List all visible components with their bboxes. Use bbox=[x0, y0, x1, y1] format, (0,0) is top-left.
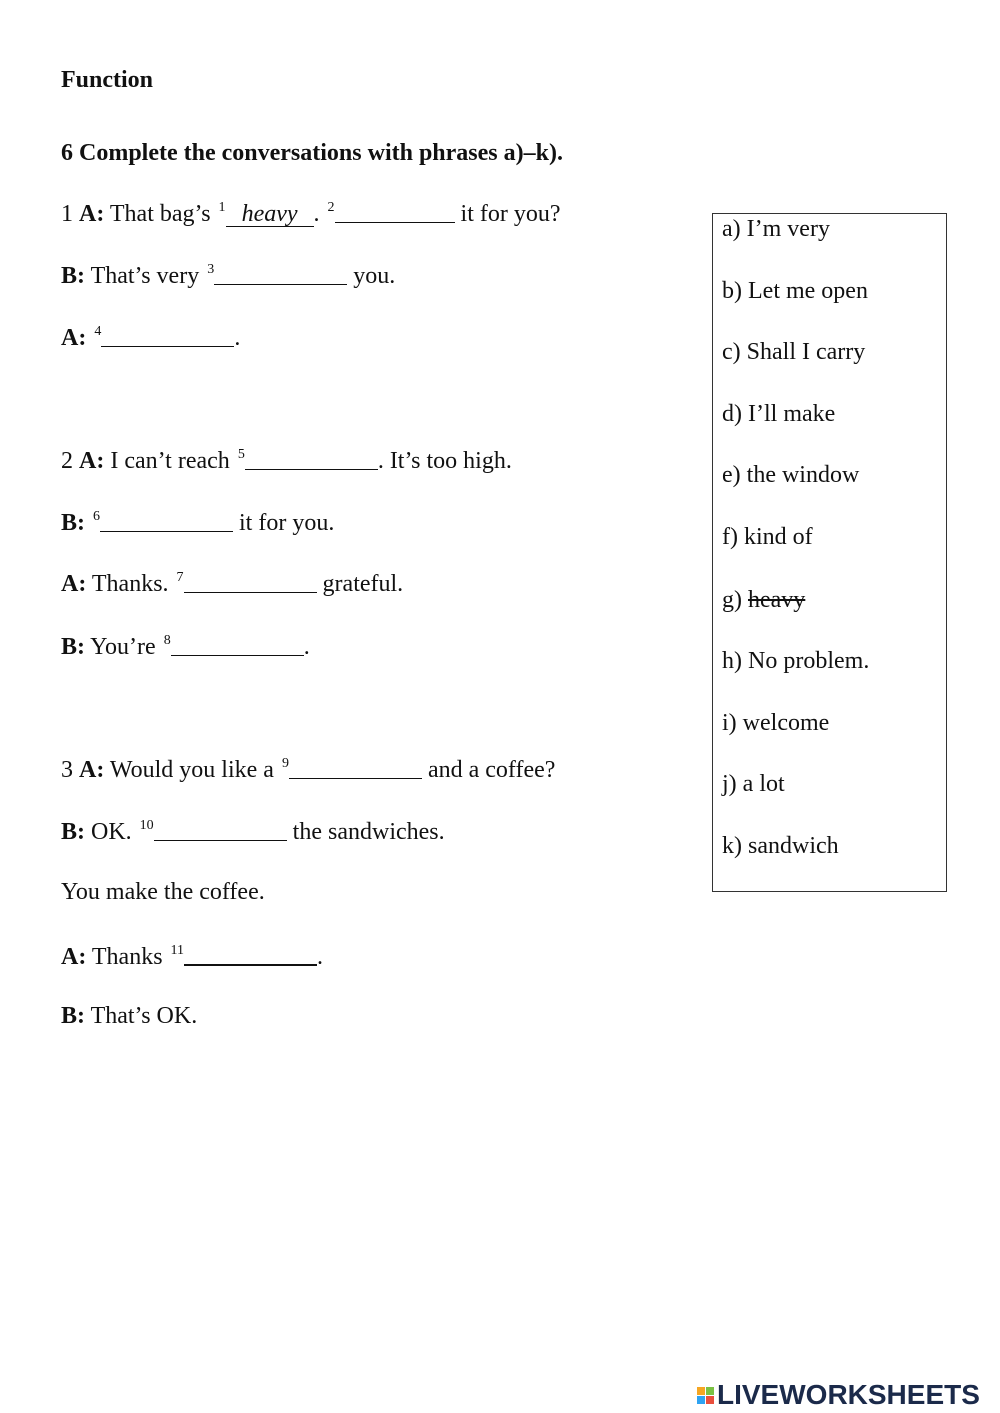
answer-blank-2[interactable] bbox=[335, 200, 455, 223]
dialogue-text: . bbox=[234, 325, 241, 351]
phrase-item-k: k) sandwich bbox=[722, 833, 839, 859]
phrase-box bbox=[712, 213, 947, 892]
dialogue-text: . bbox=[313, 201, 326, 227]
dialogue-text: That’s OK. bbox=[85, 1003, 198, 1029]
conversation-3-line-1 bbox=[61, 754, 555, 789]
gap-number: 1 bbox=[218, 200, 226, 215]
gap-number: 11 bbox=[170, 943, 185, 958]
speaker-label: A: bbox=[79, 448, 105, 474]
dialogue-text: I can’t reach bbox=[104, 448, 236, 474]
dialogue-text: . It’s too high. bbox=[377, 448, 512, 474]
conversation-1-line-3 bbox=[61, 322, 240, 357]
gap-number: 2 bbox=[327, 200, 335, 215]
phrase-item-e: e) the window bbox=[722, 462, 860, 488]
dialogue-text: . bbox=[303, 634, 310, 660]
instruction: 6 Complete the conversations with phrases a)–k). bbox=[61, 140, 563, 166]
logo-square bbox=[706, 1387, 714, 1395]
conversation-2-line-1 bbox=[61, 445, 512, 480]
dialogue-text: That bag’s bbox=[104, 201, 217, 227]
phrase-item-a: a) I’m very bbox=[722, 216, 830, 242]
gap-number: 9 bbox=[281, 756, 289, 771]
speaker-label: A: bbox=[61, 325, 87, 351]
gap-number: 6 bbox=[93, 509, 100, 524]
conversation-3-line-5 bbox=[61, 1001, 197, 1031]
conversation-number: 2 bbox=[61, 448, 73, 474]
dialogue-text: you. bbox=[347, 263, 396, 289]
conversation-number: 3 bbox=[61, 757, 73, 783]
answer-blank-6[interactable] bbox=[100, 509, 233, 532]
gap-number: 4 bbox=[94, 324, 102, 339]
speaker-label: A: bbox=[79, 757, 105, 783]
speaker-label: B: bbox=[61, 1003, 85, 1029]
speaker-label: B: bbox=[61, 510, 85, 536]
dialogue-text: and a coffee? bbox=[421, 757, 556, 783]
struck-phrase: heavy bbox=[748, 587, 806, 613]
dialogue-text: Would you like a bbox=[104, 757, 280, 783]
phrase-item-c: c) Shall I carry bbox=[722, 339, 866, 365]
logo-square bbox=[697, 1387, 705, 1395]
answer-blank-7[interactable] bbox=[184, 570, 317, 593]
speaker-label: B: bbox=[61, 263, 85, 289]
conversation-number: 1 bbox=[61, 201, 73, 227]
answer-blank-9[interactable] bbox=[289, 756, 422, 779]
answer-blank-4[interactable] bbox=[101, 324, 234, 347]
logo-text: LIVEWORKSHEETS bbox=[717, 1379, 980, 1410]
dialogue-text: You’re bbox=[85, 634, 162, 660]
gap-number: 8 bbox=[163, 633, 171, 648]
dialogue-text: That’s very bbox=[85, 263, 206, 289]
gap-number: 5 bbox=[237, 447, 245, 462]
speaker-label: A: bbox=[61, 944, 87, 970]
phrase-item-f: f) kind of bbox=[722, 524, 813, 550]
phrase-item-h: h) No problem. bbox=[722, 648, 870, 674]
dialogue-text: it for you. bbox=[233, 510, 335, 536]
logo-square bbox=[697, 1396, 705, 1404]
page-title: Function bbox=[61, 67, 154, 93]
gap-number: 7 bbox=[176, 570, 184, 585]
dialogue-text: Thanks. bbox=[86, 571, 175, 597]
phrase-item-j: j) a lot bbox=[722, 771, 785, 797]
speaker-label: B: bbox=[61, 634, 85, 660]
dialogue-text: it for you? bbox=[454, 201, 561, 227]
conversation-3-line-4 bbox=[61, 940, 323, 976]
dialogue-text: grateful. bbox=[316, 571, 404, 597]
conversation-1-line-1 bbox=[61, 198, 561, 233]
logo-square bbox=[706, 1396, 714, 1404]
answer-blank-11[interactable] bbox=[184, 942, 317, 966]
conversation-1-line-2 bbox=[61, 260, 395, 295]
speaker-label: A: bbox=[61, 571, 87, 597]
phrase-item-g: g) heavy bbox=[722, 587, 806, 613]
liveworksheets-logo bbox=[697, 1380, 980, 1410]
conversation-3-line-2 bbox=[61, 816, 445, 851]
answer-blank-5[interactable] bbox=[245, 447, 378, 470]
example-answer: heavy bbox=[226, 202, 314, 227]
dialogue-text: OK. bbox=[85, 819, 138, 845]
dialogue-text: Thanks bbox=[86, 944, 169, 970]
speaker-label: B: bbox=[61, 819, 85, 845]
logo-icon bbox=[697, 1387, 714, 1404]
answer-blank-3[interactable] bbox=[214, 262, 347, 285]
answer-blank-10[interactable] bbox=[154, 818, 287, 841]
phrase-item-b: b) Let me open bbox=[722, 278, 868, 304]
conversation-2-line-3 bbox=[61, 568, 403, 603]
phrase-item-i: i) welcome bbox=[722, 710, 830, 736]
conversation-3-line-3: You make the coffee. bbox=[61, 879, 265, 905]
phrase-item-d: d) I’ll make bbox=[722, 401, 836, 427]
answer-blank-8[interactable] bbox=[171, 633, 304, 656]
conversation-2-line-2 bbox=[61, 507, 334, 542]
conversation-2-line-4 bbox=[61, 631, 310, 666]
gap-number: 10 bbox=[139, 818, 154, 833]
dialogue-text: the sandwiches. bbox=[286, 819, 445, 845]
dialogue-text: . bbox=[317, 944, 324, 970]
speaker-label: A: bbox=[79, 201, 105, 227]
gap-number: 3 bbox=[207, 262, 215, 277]
